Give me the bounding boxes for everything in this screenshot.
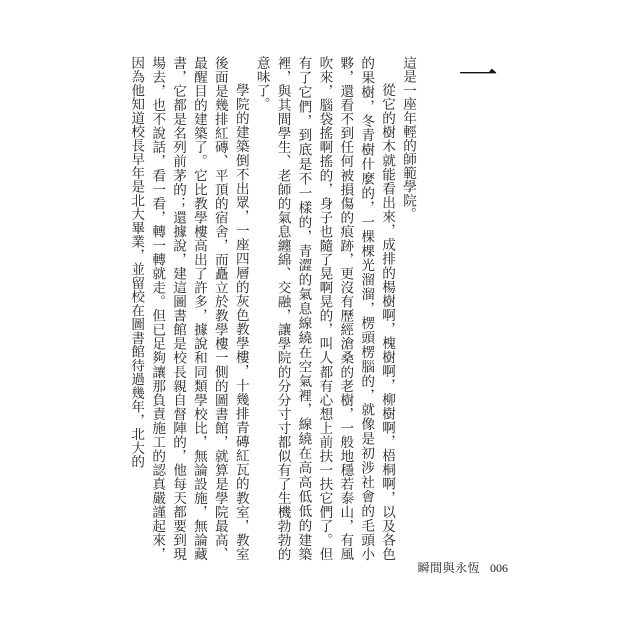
paragraph-buildings: 學院的建築倒不出眾，一座四層的灰色教學樓，十幾排青磚紅瓦的教室，教室後面是幾排紅磚、平頂的宿舍，而矗立於教學樓一側的圖書館，就算是學院最高、最醒目的建築了。它比教學樓高出了許多，據說和同類學校比，無論設施，無論藏書，它都是名列前茅的；還據說，建這圖書館是校長親自督陣的，他每天都要到現場去，也不說話，看一看，轉一轉就走。但已足夠讓那負責施工的認真嚴謹起來，因為他知道校長早年是北大畢業，並留校在圖書館待過幾年，北大的 [128,56,249,561]
body-text [125,56,418,561]
paragraph-opening: 這是一座年輕的師範學院。 [400,56,416,221]
paragraph-trees: 從它的樹木就能看出來，成排的楊樹啊，槐樹啊，柳樹啊，梧桐啊，以及各色的果樹，冬青樹什麼的，一棵棵光溜溜，楞頭楞腦的，就像是初涉社會的毛頭小夥，還看不到任何被損傷的痕跡，更沒有歷經滄桑的老樹，一般地穩若泰山，有風吹來，腦袋搖啊搖的，身子也隨了晃啊晃的，叫人都有心想上前扶一扶它們了。但有了它們，到底是不一樣的，青澀的氣息線繞在空氣裡，線繞在高高低低的建築裡，與其間學生、老師的氣息纏綿、交融，讓學院的分分寸寸都似有了生機勃勃的意味了。 [253,56,396,561]
page-footer [418,559,508,576]
running-footer-title: 瞬間與永恆 [417,561,481,575]
chapter-number: 一 [458,53,498,99]
page-number: 006 [490,561,508,575]
